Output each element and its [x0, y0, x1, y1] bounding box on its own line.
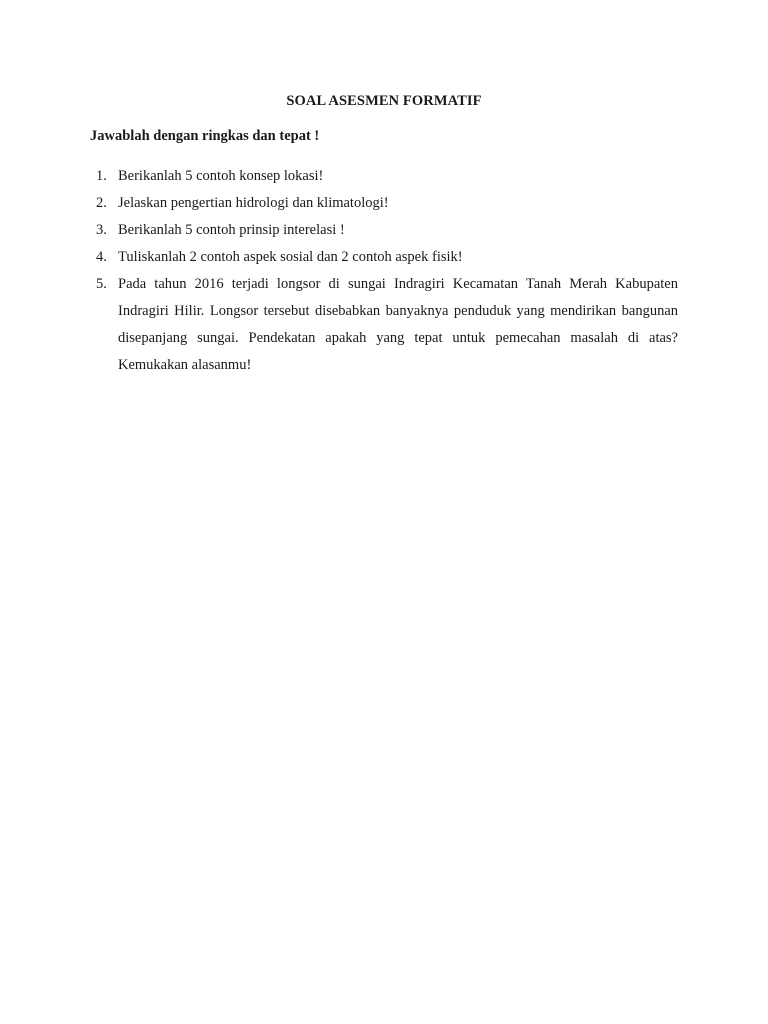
question-item [90, 163, 678, 190]
question-item [90, 217, 678, 244]
question-item [90, 271, 678, 379]
question-text: Berikanlah 5 contoh konsep lokasi! [118, 168, 324, 184]
question-list [90, 163, 678, 379]
question-text: Jelaskan pengertian hidrologi dan klimatologi! [118, 195, 389, 211]
question-text: Tuliskanlah 2 contoh aspek sosial dan 2 contoh aspek fisik! [118, 249, 463, 265]
question-text: Berikanlah 5 contoh prinsip interelasi ! [118, 222, 345, 238]
question-item [90, 244, 678, 271]
instruction-text: Jawablah dengan ringkas dan tepat ! [90, 128, 320, 144]
question-number: 5. [96, 276, 107, 292]
question-number: 2. [96, 195, 107, 211]
question-item [90, 190, 678, 217]
document-title: SOAL ASESMEN FORMATIF [286, 93, 482, 109]
question-number: 3. [96, 222, 107, 238]
question-number: 1. [96, 168, 107, 184]
question-text: Pada tahun 2016 terjadi longsor di sungai Indragiri Kecamatan Tanah Merah Kabupaten Indragiri Hilir. Longsor tersebut disebabkan banyaknya penduduk yang mendirikan bangunan disepanjang sungai. Pendekatan apakah yang tepat untuk pemecahan masalah di atas? Kemukakan alasanmu! [118, 276, 678, 373]
question-number: 4. [96, 249, 107, 265]
